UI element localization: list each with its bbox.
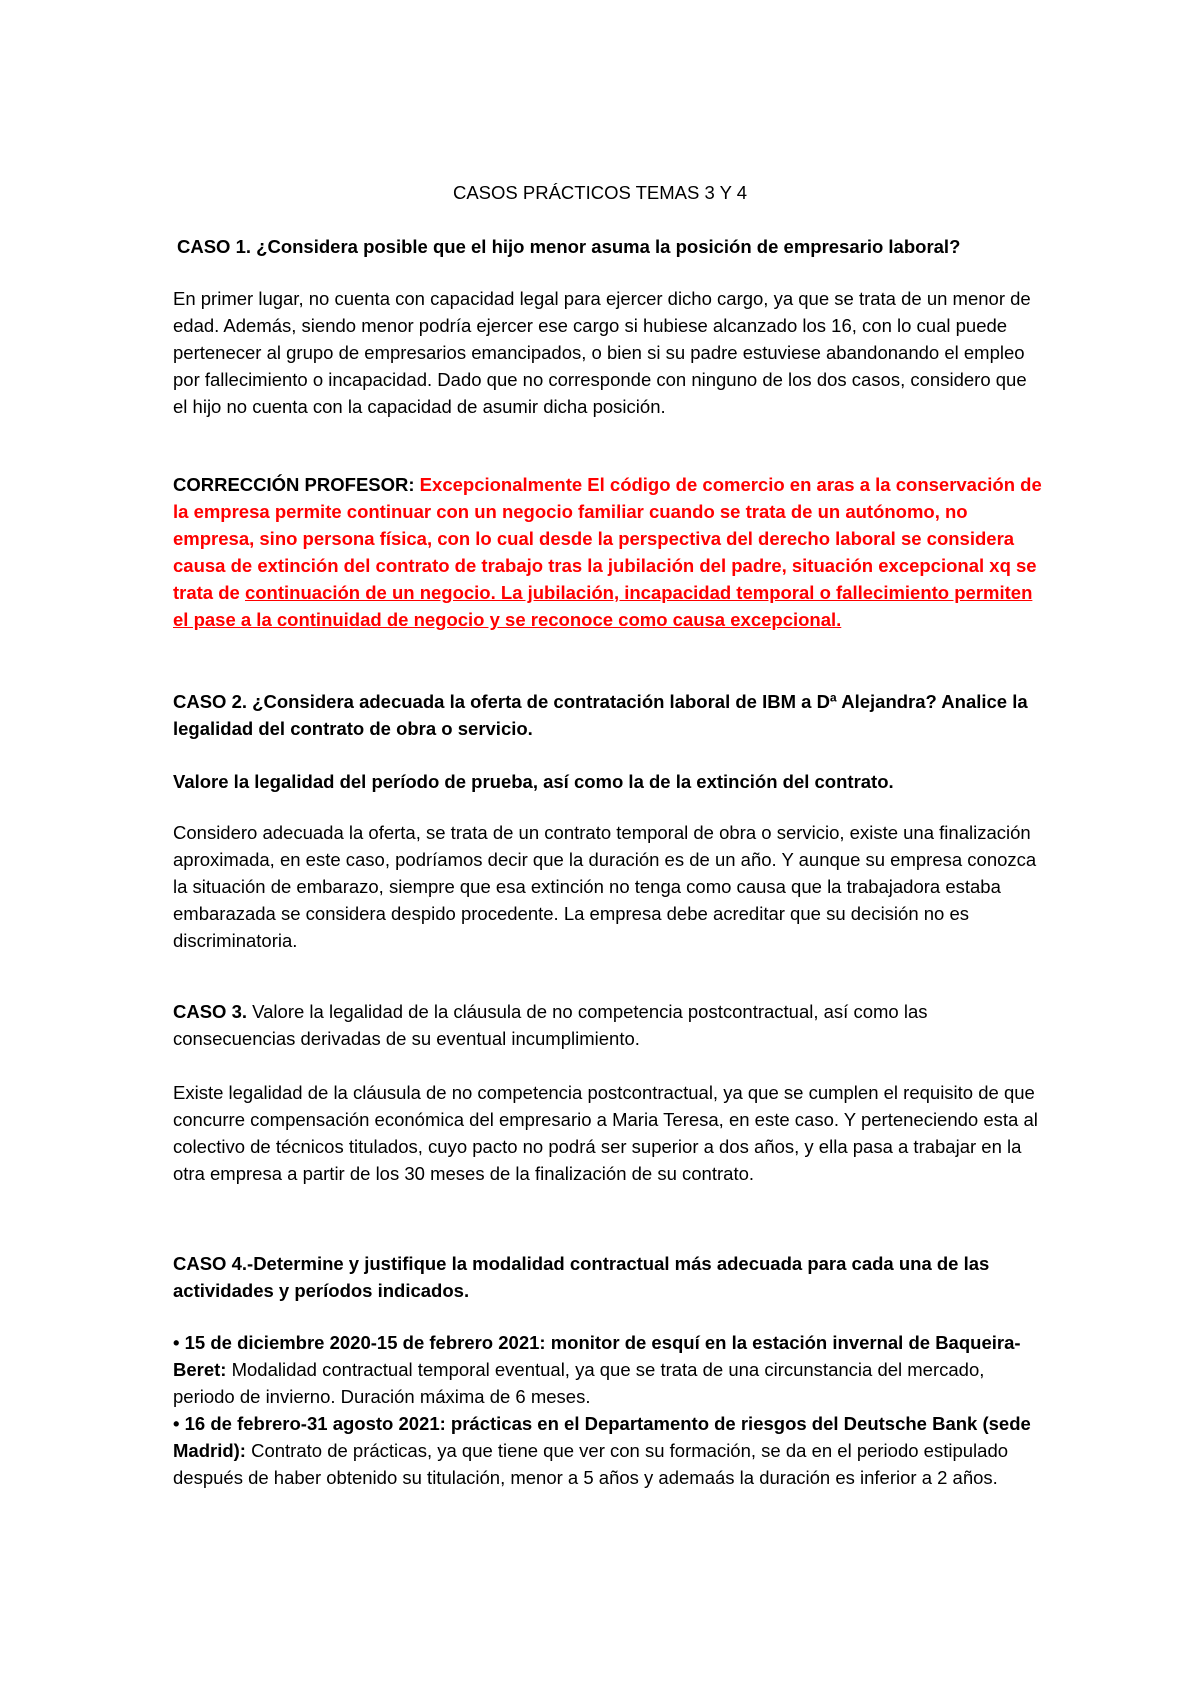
caso3-question-text: Valore la legalidad de la cláusula de no competencia postcontractual, así como las consecuencias derivadas de su eventual incumplimiento. <box>173 1001 928 1049</box>
page-title: CASOS PRÁCTICOS TEMAS 3 Y 4 <box>452 182 748 203</box>
caso3-label: CASO 3. <box>173 1001 248 1022</box>
caso1-question <box>177 233 1047 260</box>
caso2-question <box>173 688 1043 742</box>
caso2-label: CASO 2. <box>173 691 248 712</box>
caso3-answer: Existe legalidad de la cláusula de no competencia postcontractual, ya que se cumplen el requisito de que concurre compensación económica del empresario a Maria Teresa, en este caso. Y perteneciendo esta al colectivo de técnicos titulados, cuyo pacto no podrá ser superior a dos años, y ella pasa a trabajar en la otra empresa a partir de los 30 meses de la finalización de su contrato. <box>173 1082 1038 1184</box>
correction-label: CORRECCIÓN PROFESOR: <box>173 474 415 495</box>
caso4-item-text: Contrato de prácticas, ya que tiene que ver con su formación, se da en el periodo estipulado después de haber obtenido su titulación, menor a 5 años y ademaás la duración es inferior a 2 años. <box>173 1440 1009 1488</box>
caso1-correction <box>173 471 1043 633</box>
correction-underlined-text: continuación de un negocio. La jubilación, incapacidad temporal o fallecimiento permiten el pase a la continuidad de negocio y se reconoce como causa excepcional. <box>173 582 1033 630</box>
caso3-question <box>173 998 1043 1052</box>
caso4-item <box>173 1410 1043 1491</box>
caso1-question-text: ¿Considera posible que el hijo menor asuma la posición de empresario laboral? <box>251 236 961 257</box>
caso2-question-text: ¿Considera adecuada la oferta de contratación laboral de IBM a Dª Alejandra? Analice la legalidad del contrato de obra o servicio. <box>173 691 1028 739</box>
caso4-question-text: -Determine y justifique la modalidad contractual más adecuada para cada una de las actividades y períodos indicados. <box>173 1253 990 1301</box>
correction-text: Excepcionalmente El código de comercio en aras a la conservación de la empresa permite continuar con un negocio familiar cuando se trata de un autónomo, no empresa, sino persona física, con lo cual desde la perspectiva del derecho laboral se considera causa de extinción del contrato de trabajo tras la jubilación del padre, situación excepcional xq se trata de <box>173 474 1042 603</box>
bullet: • <box>173 1332 180 1353</box>
caso4-item <box>173 1329 1043 1410</box>
caso2-question2: Valore la legalidad del período de prueba, así como la de la extinción del contrato. <box>173 771 894 792</box>
caso2-answer: Considero adecuada la oferta, se trata de un contrato temporal de obra o servicio, existe una finalización aproximada, en este caso, podríamos decir que la duración es de un año. Y aunque su empresa conozca la situación de embarazo, siempre que esa extinción no tenga como causa que la trabajadora estaba embarazada se considera despido procedente. La empresa debe acreditar que su decisión no es discriminatoria. <box>173 822 1037 951</box>
caso4-item-heading: 16 de febrero-31 agosto 2021: prácticas en el Departamento de riesgos del Deutsche Bank (sede Madrid): <box>173 1413 1031 1461</box>
caso4-item-heading: 15 de diciembre 2020-15 de febrero 2021: monitor de esquí en la estación invernal de Baqueira-Beret: <box>173 1332 1021 1380</box>
caso4-label: CASO 4. <box>173 1253 248 1274</box>
bullet: • <box>173 1413 180 1434</box>
caso4-question <box>173 1250 1043 1304</box>
caso1-label: CASO 1. <box>177 236 252 257</box>
caso1-answer: En primer lugar, no cuenta con capacidad legal para ejercer dicho cargo, ya que se trata de un menor de edad. Además, siendo menor podría ejercer ese cargo si hubiese alcanzado los 16, con lo cual puede pertenecer al grupo de empresarios emancipados, o bien si su padre estuviese abandonando el empleo por fallecimiento o incapacidad. Dado que no corresponde con ninguno de los dos casos, considero que el hijo no cuenta con la capacidad de asumir dicha posición. <box>173 288 1031 417</box>
caso4-item-text: Modalidad contractual temporal eventual, ya que se trata de una circunstancia del mercado, periodo de invierno. Duración máxima de 6 meses. <box>173 1359 985 1407</box>
